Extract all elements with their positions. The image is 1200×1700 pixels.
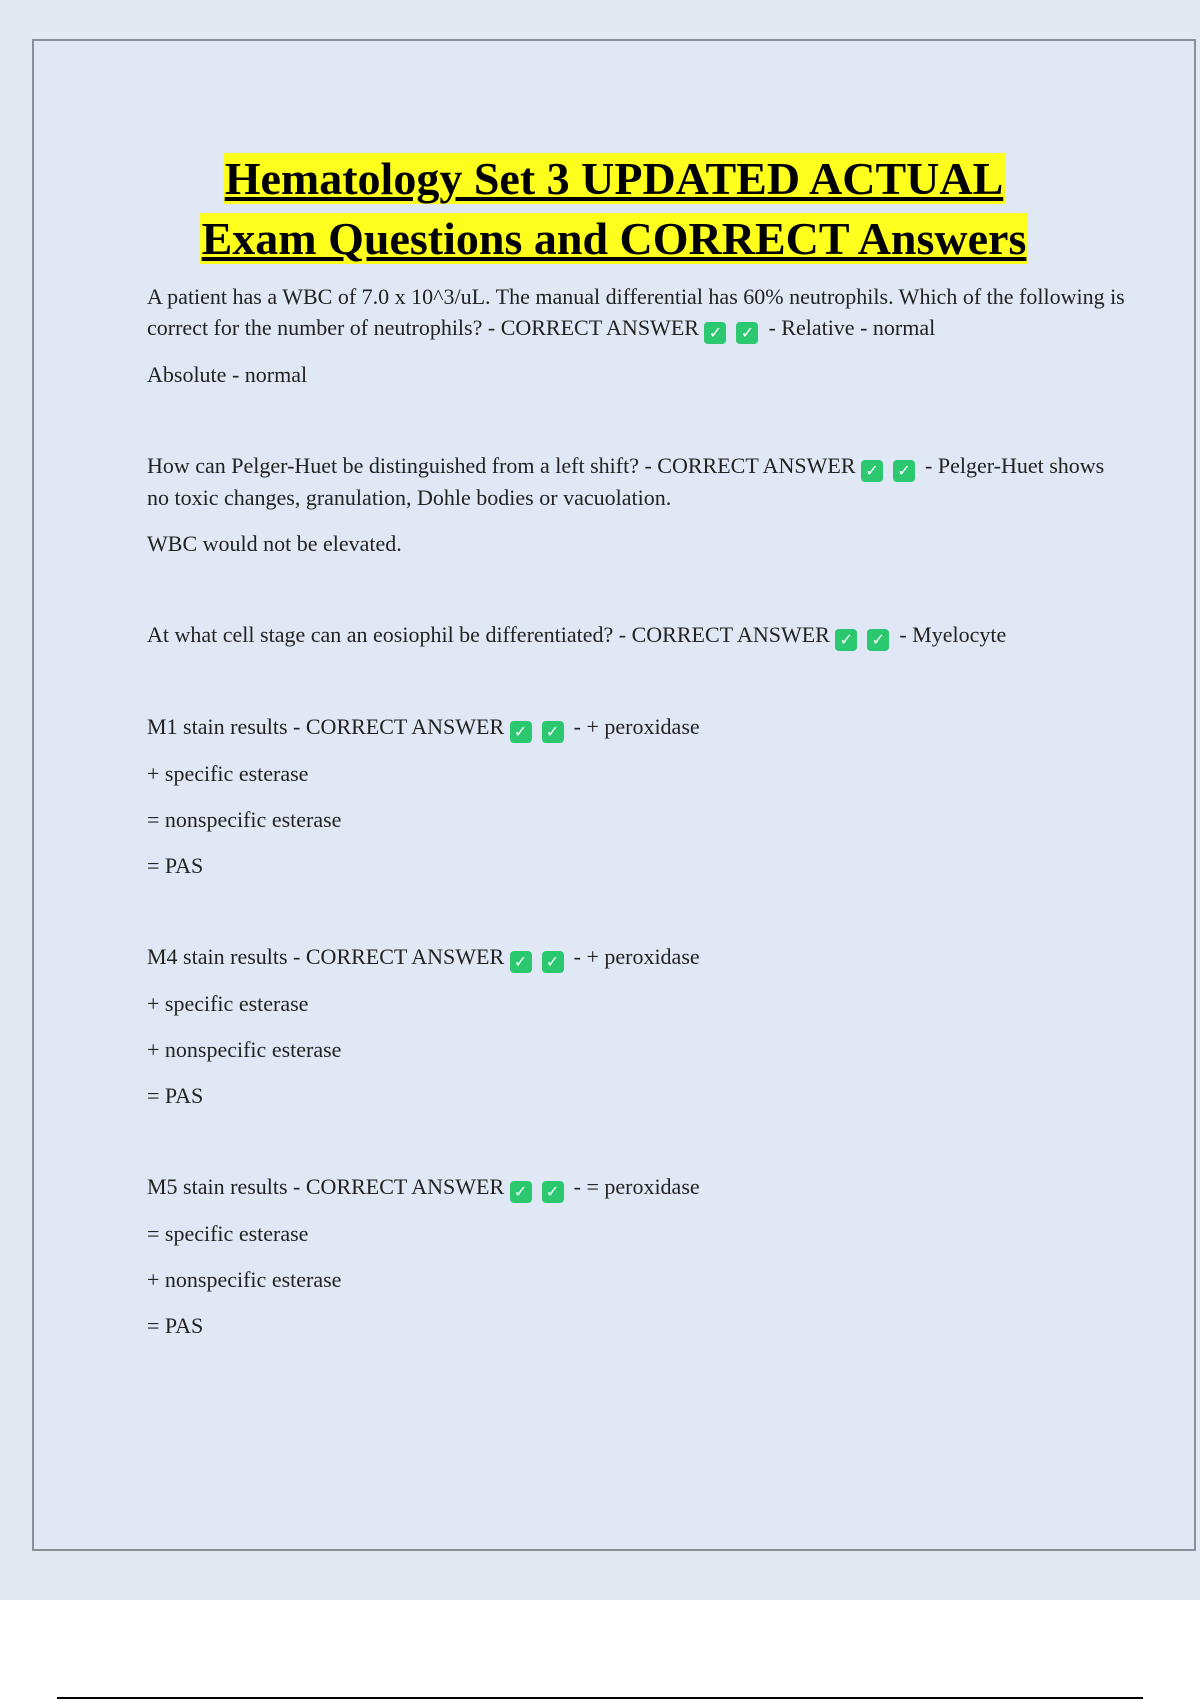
qa-entry	[147, 711, 1129, 881]
question-paragraph	[147, 450, 1129, 513]
checkmark-icon: ✓	[835, 629, 857, 651]
answer-line: = specific esterase	[147, 1221, 309, 1246]
document-title	[34, 149, 1194, 269]
checkmark-icon: ✓	[893, 460, 915, 482]
question-text: M4 stain results - CORRECT ANSWER	[147, 944, 505, 969]
answer-text: - + peroxidase	[573, 944, 700, 969]
footer-divider	[57, 1697, 1143, 1699]
answer-line: + nonspecific esterase	[147, 1267, 342, 1292]
question-paragraph	[147, 1171, 1129, 1203]
checkmark-icon: ✓	[861, 460, 883, 482]
answer-line: + specific esterase	[147, 991, 309, 1016]
checkmark-icon: ✓	[542, 951, 564, 973]
title-line-1: Hematology Set 3 UPDATED ACTUAL	[224, 153, 1004, 204]
question-paragraph	[147, 941, 1129, 973]
qa-list	[147, 281, 1129, 1401]
checkmark-icon: ✓	[542, 1181, 564, 1203]
answer-text: - = peroxidase	[573, 1174, 700, 1199]
qa-entry	[147, 941, 1129, 1111]
question-text: How can Pelger-Huet be distinguished from a left shift? - CORRECT ANSWER	[147, 453, 856, 478]
answer-line: Absolute - normal	[147, 362, 308, 387]
qa-entry	[147, 619, 1129, 651]
question-text: M1 stain results - CORRECT ANSWER	[147, 714, 505, 739]
answer-text: - + peroxidase	[573, 714, 700, 739]
qa-entry	[147, 281, 1129, 390]
title-line-2: Exam Questions and CORRECT Answers	[201, 213, 1027, 264]
answer-line: + nonspecific esterase	[147, 1037, 342, 1062]
answer-line: = nonspecific esterase	[147, 807, 342, 832]
question-text: At what cell stage can an eosiophil be differentiated? - CORRECT ANSWER	[147, 622, 830, 647]
document-page	[32, 39, 1196, 1551]
answer-text: - Myelocyte	[899, 622, 1007, 647]
answer-line: = PAS	[147, 853, 204, 878]
checkmark-icon: ✓	[510, 721, 532, 743]
checkmark-icon: ✓	[510, 951, 532, 973]
answer-text: - Relative - normal	[768, 315, 936, 340]
answer-text: - Pelger-Huet shows no toxic changes, granulation, Dohle bodies or vacuolation.	[147, 453, 1105, 510]
question-paragraph	[147, 281, 1129, 344]
checkmark-icon: ✓	[736, 322, 758, 344]
checkmark-icon: ✓	[704, 322, 726, 344]
question-text: M5 stain results - CORRECT ANSWER	[147, 1174, 505, 1199]
question-paragraph	[147, 619, 1129, 651]
answer-line: = PAS	[147, 1083, 204, 1108]
answer-line: = PAS	[147, 1313, 204, 1338]
answer-line: WBC would not be elevated.	[147, 531, 402, 556]
checkmark-icon: ✓	[510, 1181, 532, 1203]
question-text: A patient has a WBC of 7.0 x 10^3/uL. The manual differential has 60% neutrophils. Which of the following is correct for the number of neutrophils? - CORRECT ANSWER	[147, 284, 1125, 340]
checkmark-icon: ✓	[867, 629, 889, 651]
question-paragraph	[147, 711, 1129, 743]
qa-entry	[147, 1171, 1129, 1341]
checkmark-icon: ✓	[542, 721, 564, 743]
qa-entry	[147, 450, 1129, 559]
answer-line: + specific esterase	[147, 761, 309, 786]
